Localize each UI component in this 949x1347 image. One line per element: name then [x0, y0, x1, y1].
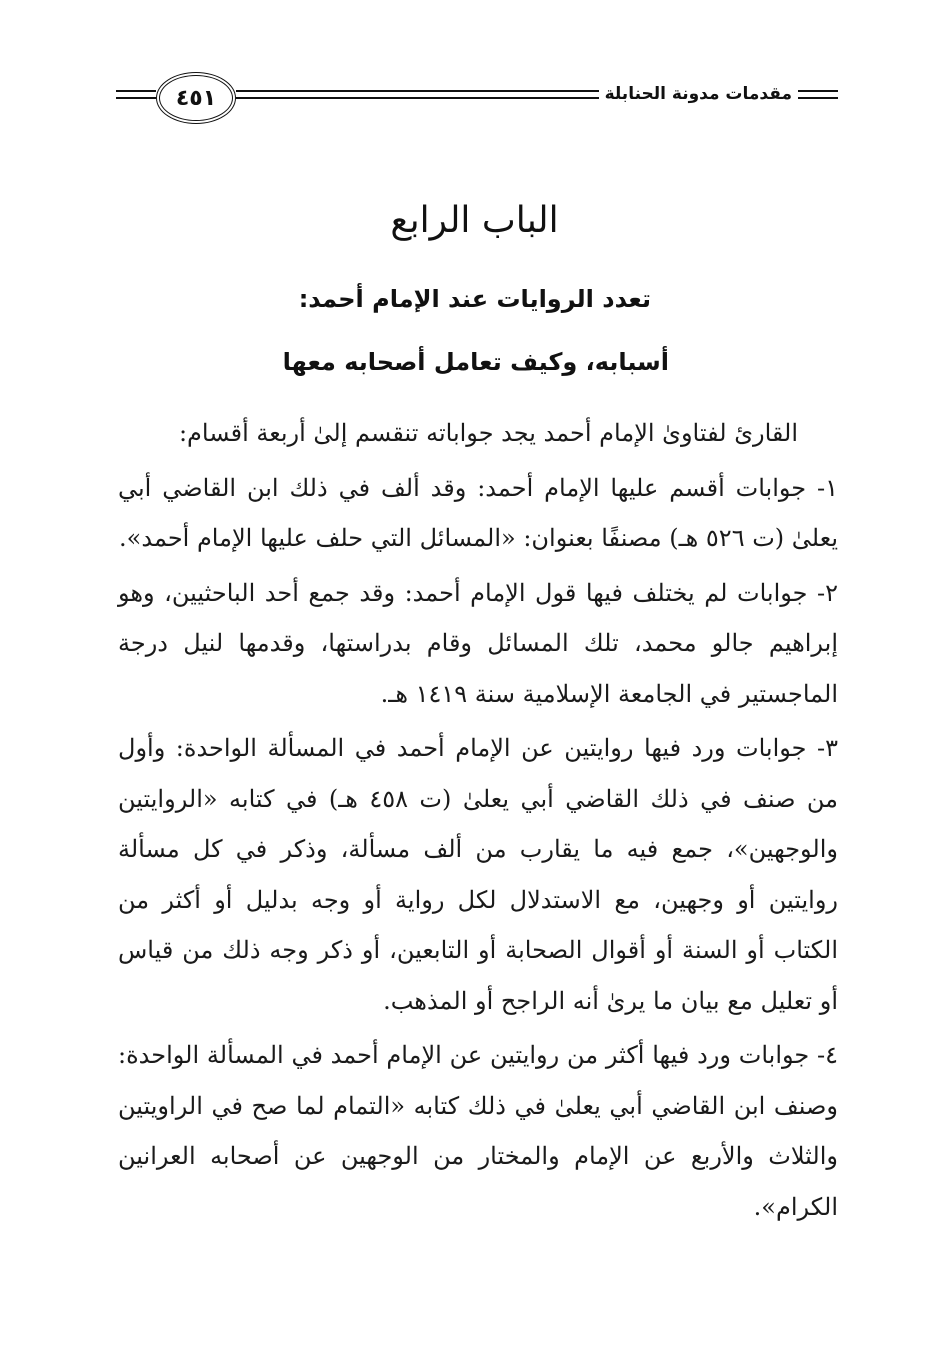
header-rule-left-2 [116, 97, 156, 99]
header-rule-left [116, 90, 156, 92]
page-number-oval [156, 72, 236, 124]
paragraph-item-2: ٢- جوابات لم يختلف فيها قول الإمام أحمد: وقد جمع أحد الباحثيين، وهو إبراهيم جالو محمد، تلك المسائل وقام بدراستها، وقدمها لنيل درجة الماجستير في الجامعة الإسلامية سنة ١٤١٩ هـ. [118, 578, 838, 708]
paragraph-intro: القارئ لفتاوىٰ الإمام أحمد يجد جواباته تنقسم إلىٰ أربعة أقسام: [178, 419, 798, 447]
running-header [116, 70, 838, 126]
chapter-title: الباب الرابع [390, 200, 559, 241]
section-title: تعدد الروايات عند الإمام أحمد: [298, 285, 651, 313]
paragraph-item-1: ١- جوابات أقسم عليها الإمام أحمد: وقد ألف في ذلك ابن القاضي أبي يعلىٰ (ت ٥٢٦ هـ) مصنفًا بعنوان: «المسائل التي حلف عليها الإمام أحمد». [118, 473, 838, 552]
page-number: ٤٥١ [175, 85, 217, 111]
paragraph-item-4: ٤- جوابات ورد فيها أكثر من روايتين عن الإمام أحمد في المسألة الواحدة: وصنف ابن القاضي أبي يعلىٰ في ذلك كتابه «التمام لما صح في الراويتين والثلاث والأربع عن الإمام والمختار من الوجهين عن أصحابه العرانين الكرام». [118, 1041, 838, 1221]
running-title: مقدمات مدونة الحنابلة [599, 84, 798, 104]
body-text [118, 408, 838, 1236]
paragraph-item-3: ٣- جوابات ورد فيها روايتين عن الإمام أحمد في المسألة الواحدة: وأول من صنف في ذلك القاضي أبي يعلىٰ (ت ٤٥٨ هـ) في كتابه «الروايتين والوجهين»، جمع فيه ما يقارب من ألف مسألة، وذكر في كل مسألة روايتين أو وجهين، مع الاستدلال لكل رواية أو وجه بدليل أو أكثر من الكتاب أو السنة أو أقوال الصحابة أو التابعين، أو ذكر وجه ذلك من قياس أو تعليل مع بيان ما يرىٰ أنه الراجح أو المذهب. [118, 734, 839, 1015]
section-subtitle: أسبابه، وكيف تعامل أصحابه معها [282, 348, 669, 376]
